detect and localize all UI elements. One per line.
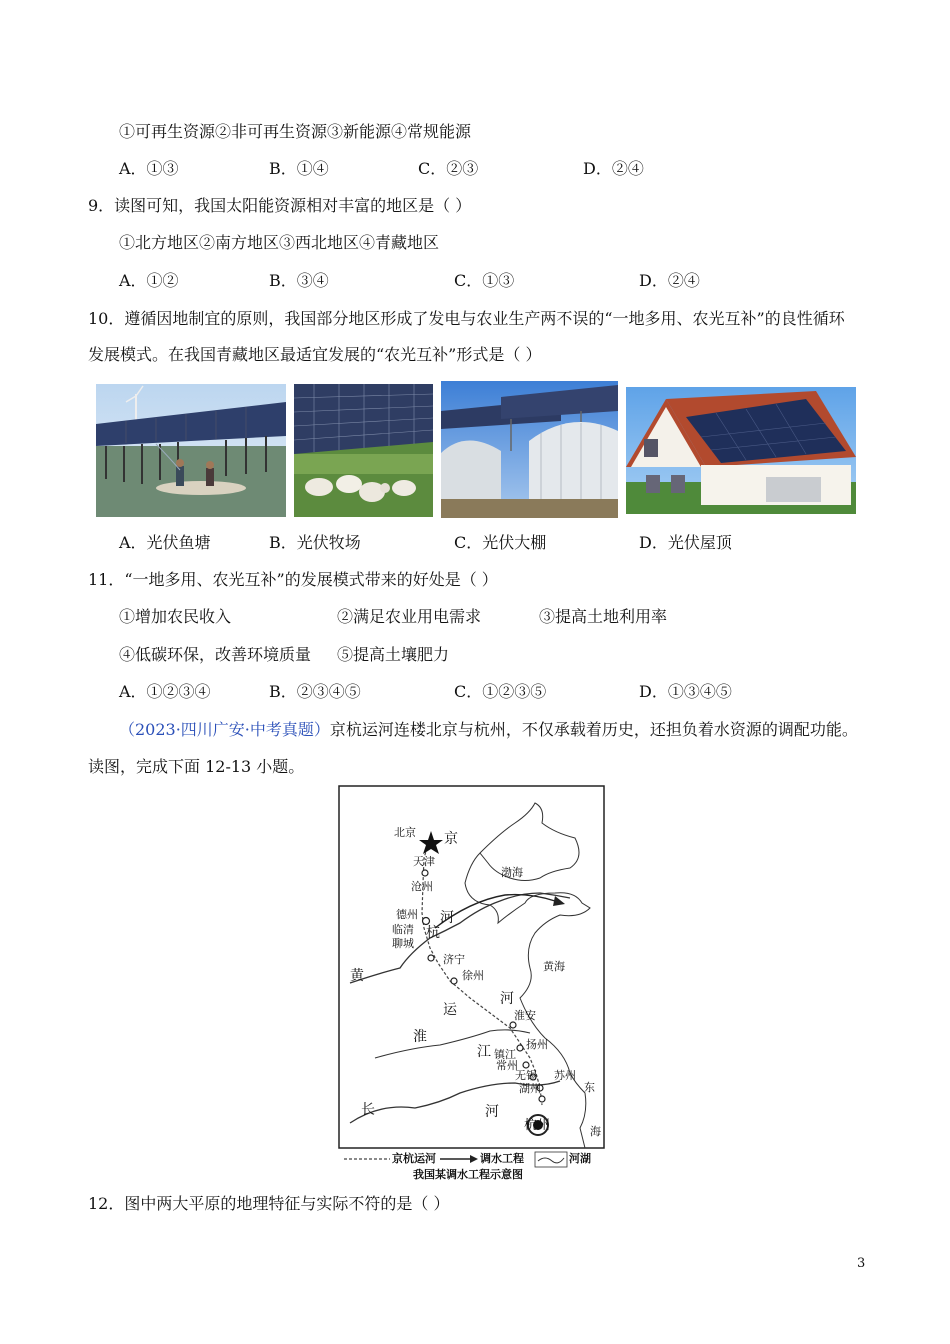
map-caption: 我国某调水工程示意图 [413,1168,523,1181]
q11-option-3: ③提高土地利用率 [539,607,668,626]
q8-options-line: ①可再生资源②非可再生资源③新能源④常规能源 [119,122,472,141]
map-sea-dong: 东 [584,1081,595,1094]
map-city-huzhou: 湖州 [519,1082,541,1095]
map-city-liaocheng: 聊城 [392,937,414,950]
q10-choice-a: A．光伏鱼塘 [119,533,211,552]
map-city-cangzhou: 沧州 [411,880,433,893]
map-label-jiang: 江 [477,1044,491,1060]
q11-choice-b: B．②③④⑤ [269,682,361,701]
map-label-hang: 杭 [426,925,440,941]
map-sea-bohai: 渤海 [501,866,523,879]
q11-choice-c: C．①②③⑤ [454,682,547,701]
map-label-he-1: 河 [440,910,454,926]
source-tag: （2023·四川广安·中考真题） [119,720,330,739]
map-city-dezhou: 德州 [396,908,418,921]
map-city-changzhou: 常州 [496,1059,518,1072]
q8-choice-c: C．②③ [418,159,479,178]
photo-solar-pasture [294,384,433,517]
map-city-xuzhou: 徐州 [462,969,484,982]
map-label-chang: 长 [361,1102,375,1118]
map-city-suzhou: 苏州 [554,1069,576,1082]
q8-choice-b: B．①④ [269,159,329,178]
q10-choice-c: C．光伏大棚 [454,533,547,552]
map-city-hangzhou: 杭州 [524,1118,551,1133]
map-sea-huanghai: 黄海 [543,960,565,973]
legend-river-label: 河湖 [569,1152,591,1165]
source-intro-line [119,720,858,740]
q11-option-5: ⑤提高土壤肥力 [337,645,450,664]
q9-choice-a: A．①② [119,271,179,290]
map-label-huai: 淮 [413,1029,427,1045]
intro-text: 京杭运河连楼北京与杭州，不仅承载着历史，还担负着水资源的调配功能。 [329,720,858,739]
q11-choice-a: A．①②③④ [119,682,211,701]
q8-choice-a: A．①③ [119,159,179,178]
q11-stem: 11．“一地多用、农光互补”的发展模式带来的好处是（ ） [88,570,498,589]
q9-choice-b: B．③④ [269,271,329,290]
photo-solar-greenhouse [441,381,618,518]
map-city-wuxi: 无锡 [515,1069,537,1082]
intro-text-line2: 读图，完成下面 12-13 小题。 [88,757,305,776]
q11-option-2: ②满足农业用电需求 [337,607,482,626]
q8-choice-d: D．②④ [583,159,644,178]
photo-solar-rooftop [626,387,856,514]
q12-stem: 12．图中两大平原的地理特征与实际不符的是（ ） [88,1194,450,1213]
map-city-huaian: 淮安 [514,1009,536,1022]
map-city-zhenjiang: 镇江 [494,1048,516,1061]
q10-choice-d: D．光伏屋顶 [639,533,732,552]
map-city-jining: 济宁 [443,953,465,966]
map-label-yun: 运 [443,1002,457,1018]
q9-options-line: ①北方地区②南方地区③西北地区④青藏地区 [119,233,440,252]
water-transfer-map [330,783,615,1185]
q10-choice-b: B．光伏牧场 [269,533,361,552]
map-label-huang: 黄 [350,968,364,984]
q10-stem-line1: 10．遵循因地制宜的原则，我国部分地区形成了发电与农业生产两不误的“一地多用、农光互补”的良性循环 [88,309,845,328]
map-label-he-3: 河 [485,1104,499,1120]
q11-option-4: ④低碳环保，改善环境质量 [119,645,312,664]
map-city-yangzhou: 扬州 [526,1038,548,1051]
q10-stem-line2: 发展模式。在我国青藏地区最适宜发展的“农光互补”形式是（ ） [88,345,542,364]
map-label-jing: 京 [444,831,458,847]
page-number: 3 [857,1256,866,1271]
q9-choice-d: D．②④ [639,271,700,290]
legend-canal-label: 京杭运河 [392,1152,436,1165]
map-sea-hai: 海 [590,1125,601,1138]
map-label-he-2: 河 [500,991,514,1007]
q9-stem: 9．读图可知，我国太阳能资源相对丰富的地区是（ ） [88,196,472,215]
legend-transfer-label: 调水工程 [480,1152,524,1165]
map-city-linqing: 临清 [392,923,414,936]
map-city-tianjin: 天津 [413,855,435,868]
q9-choice-c: C．①③ [454,271,515,290]
map-city-beijing: 北京 [394,826,416,839]
q11-choice-d: D．①③④⑤ [639,682,732,701]
q11-option-1: ①增加农民收入 [119,607,232,626]
photo-solar-fish-pond [96,384,286,517]
